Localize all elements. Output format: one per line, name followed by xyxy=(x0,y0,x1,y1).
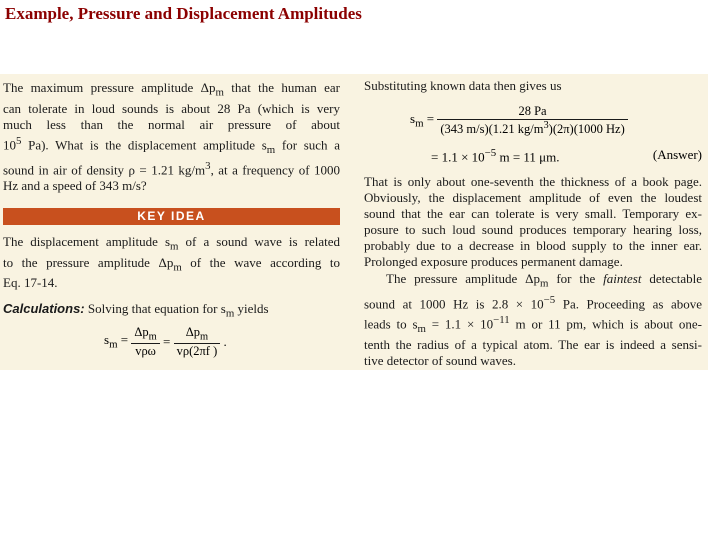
key-idea-banner xyxy=(3,208,340,225)
key-idea-line: The displacement amplitude $s_m$ of a sound wave is related xyxy=(3,234,341,253)
discussion2-line: leads to $s_m = 1.1 \times 10^{-11}$ m or 11 pm, which is about one- xyxy=(364,314,702,336)
fraction xyxy=(174,325,221,359)
problem-statement xyxy=(3,80,340,194)
fraction-numerator: $\Delta p_m$ xyxy=(134,325,157,343)
right-column xyxy=(364,78,702,94)
equation-substitution xyxy=(410,104,628,137)
equation-lhs: $s_m$ = xyxy=(410,111,435,130)
key-idea-line: Eq. 17-14. xyxy=(3,275,58,291)
calculations-text: Solving that equation for $s_m$ yields xyxy=(87,301,269,320)
fraction xyxy=(437,104,627,137)
problem-line: $10^5$ Pa). What is the displacement amplitude $s_m$ for such a xyxy=(3,134,340,156)
discussion-paragraph xyxy=(364,174,702,271)
discussion2-line: The pressure amplitude $\Delta p_m$ for the faintest detectable xyxy=(386,271,703,290)
key-idea-label: KEY IDEA xyxy=(137,209,206,223)
discussion2-line: tive detector of sound waves. xyxy=(364,353,516,369)
equation-result: = $1.1 \times 10^{-5}$ m = 11 μm. xyxy=(431,147,560,165)
equation-period: . xyxy=(223,333,227,349)
fraction-numerator: 28 Pa xyxy=(518,104,547,118)
calculations-intro xyxy=(3,301,340,322)
problem-line: Hz and a speed of 343 m/s? xyxy=(3,178,147,194)
problem-line: can tolerate in loud sounds is about 28 Pa (which is very xyxy=(3,100,340,116)
key-idea-text xyxy=(3,234,340,291)
slide-title: Example, Pressure and Displacement Amplitudes xyxy=(5,4,362,23)
faintest-sound-paragraph xyxy=(364,271,702,369)
textbook-excerpt xyxy=(0,74,708,370)
discussion-line: sound that the ear can tolerate is very small. Temporary ex- xyxy=(364,206,702,222)
calculations-label: Calculations: xyxy=(3,301,85,316)
left-column xyxy=(3,80,340,194)
answer-label: (Answer) xyxy=(652,147,702,162)
problem-line: much less than the normal air pressure of about xyxy=(3,116,340,132)
fraction xyxy=(131,325,159,359)
fraction-numerator: $\Delta p_m$ xyxy=(185,325,209,343)
problem-line: The maximum pressure amplitude $\Delta p_m$ that the human ear xyxy=(3,80,340,99)
equation-displacement-formula xyxy=(104,325,227,359)
discussion-line: probably due to a decrease in blood supply to the inner ear. xyxy=(364,238,702,254)
discussion-line: posure to such loud sound produces temporary hearing loss, xyxy=(364,222,702,238)
fraction-denominator: vρ(2πf ) xyxy=(174,343,221,359)
discussion-line: That is only about one-seventh the thickness of a book page. xyxy=(364,174,702,189)
discussion-line: Obviously, the displacement amplitude of even the loudest xyxy=(364,190,702,206)
fraction-denominator: vρω xyxy=(131,343,159,359)
equals-sign: = xyxy=(163,333,171,349)
discussion-line: Prolonged exposure produces permanent damage. xyxy=(364,254,623,270)
fraction-denominator: (343 m/s)(1.21 $kg/m^3)(2\pi)(1000$ Hz) xyxy=(437,119,627,137)
problem-line: sound in air of density ρ = 1.21 $kg/m^3$, at a frequency of 1000 xyxy=(3,159,340,178)
substitution-intro: Substituting known data then gives us xyxy=(364,78,562,93)
key-idea-line: to the pressure amplitude $\Delta p_m$ of the wave according to xyxy=(3,254,340,274)
equation-lhs: $s_m$ = xyxy=(104,332,129,352)
discussion2-line: sound at 1000 Hz is $2.8 \times 10^{-5}$ Pa. Proceeding as above xyxy=(364,293,702,312)
discussion2-line: tenth the radius of a typical atom. The ear is indeed a sensi- xyxy=(364,337,702,353)
